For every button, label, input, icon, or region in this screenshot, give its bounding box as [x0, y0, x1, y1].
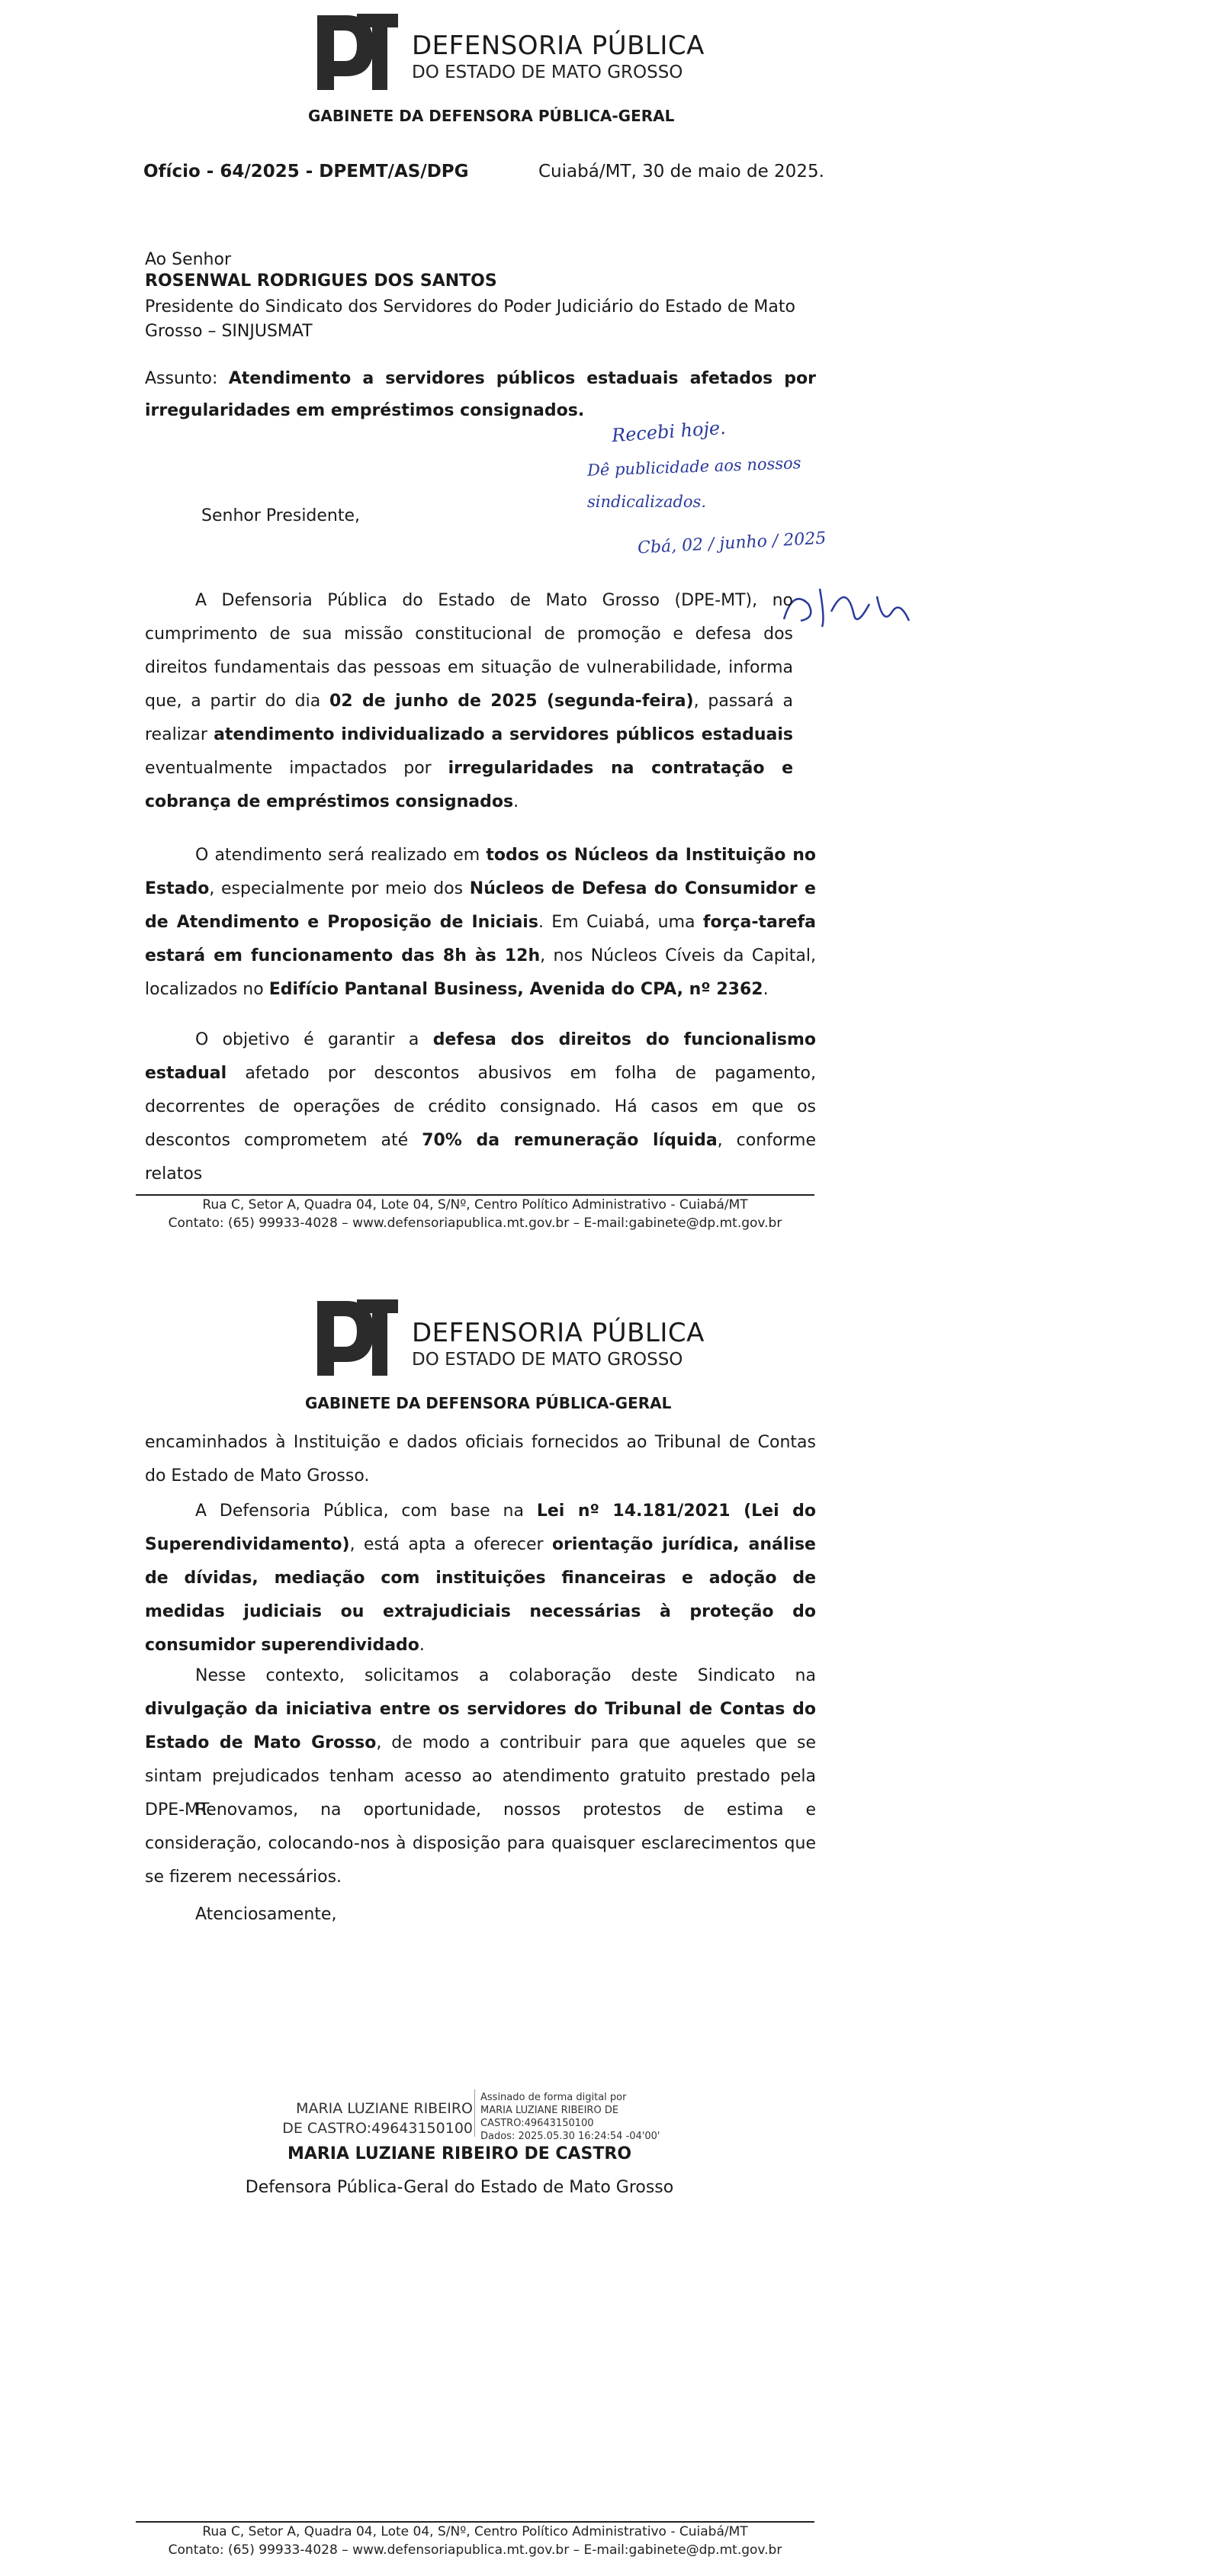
gabinete-title: GABINETE DA DEFENSORA PÚBLICA-GERAL	[308, 107, 675, 125]
paragraph-6: Renovamos, na oportunidade, nossos protestos de estima e consideração, colocando-nos à disposição para quaisquer esclarecimentos que se fizerem necessários.	[145, 1800, 816, 1887]
addressee-greeting: Ao Senhor	[145, 250, 232, 269]
footer-contact: Contato: (65) 99933-4028 – www.defensoriapublica.mt.gov.br – E-mail:gabinete@dp.mt.gov.br	[168, 1216, 782, 1231]
closing: Atenciosamente,	[195, 1905, 337, 1924]
gabinete-title: GABINETE DA DEFENSORA PÚBLICA-GERAL	[305, 1394, 672, 1412]
addressee-title: Presidente do Sindicato dos Servidores do Poder Judiciário do Estado de Mato	[145, 297, 795, 316]
footer-address: Rua C, Setor A, Quadra 04, Lote 04, S/Nº, Centro Político Administrativo - Cuiabá/MT	[202, 2524, 748, 2539]
salutation: Senhor Presidente,	[201, 506, 361, 525]
assunto-line-2: irregularidades em empréstimos consignados.	[145, 401, 585, 420]
document-date: Cuiabá/MT, 30 de maio de 2025.	[538, 162, 824, 181]
org-name: DEFENSORIA PÚBLICA	[412, 31, 705, 61]
addressee-name: ROSENWAL RODRIGUES DOS SANTOS	[145, 271, 497, 291]
paragraph-1: A Defensoria Pública do Estado de Mato Grosso (DPE-MT), no cumprimento de sua missão constitucional de promoção e defesa dos direitos fundamentais das pessoas em situação de vulnerabilidade, informa que, a partir do dia 02 de junho de 2025 (segunda-feira), passará a realizar atendimento individualizado a servidores públicos estaduais eventualmente impactados por irregularidades na contratação e cobrança de empréstimos consignados.	[145, 591, 793, 811]
paragraph-3: O objetivo é garantir a defesa dos direitos do funcionalismo estadual afetado por descontos abusivos em folha de pagamento, decorrentes de operações de crédito consignado. Há casos em que os descontos comprometem até 70% da remuneração líquida, conforme relatos	[145, 1030, 816, 1184]
footer-contact: Contato: (65) 99933-4028 – www.defensoriapublica.mt.gov.br – E-mail:gabinete@dp.mt.gov.br	[168, 2542, 782, 2558]
org-subtitle: DO ESTADO DE MATO GROSSO	[412, 63, 683, 82]
paragraph-4: A Defensoria Pública, com base na Lei nº 14.181/2021 (Lei do Superendividamento), está apta a oferecer orientação jurídica, análise de dívidas, mediação com instituições financeiras e adoção de medidas judiciais ou extrajudiciais necessárias à proteção do consumidor superendividado.	[145, 1502, 816, 1655]
handwritten-note-2: Dê publicidade aos nossos	[586, 454, 801, 480]
org-name: DEFENSORIA PÚBLICA	[412, 1318, 705, 1348]
footer-address: Rua C, Setor A, Quadra 04, Lote 04, S/Nº, Centro Político Administrativo - Cuiabá/MT	[202, 1197, 748, 1213]
dpe-logo-icon	[311, 1296, 401, 1380]
handwritten-signature-icon	[778, 573, 915, 634]
signer-name: MARIA LUZIANE RIBEIRO DE CASTRO	[287, 2144, 632, 2163]
handwritten-date: Cbá, 02 / junho / 2025	[637, 528, 827, 558]
paragraph-5: Nesse contexto, solicitamos a colaboração deste Sindicato na divulgação da iniciativa entre os servidores do Tribunal de Contas do Estado de Mato Grosso, de modo a contribuir para que aqueles que se sintam prejudicados tenham acesso ao atendimento gratuito prestado pela DPE-MT.	[145, 1666, 816, 1820]
handwritten-note-3: sindicalizados.	[587, 493, 707, 511]
handwritten-note-1: Recebi hoje.	[611, 416, 727, 447]
dpe-logo-icon	[311, 11, 401, 95]
org-subtitle: DO ESTADO DE MATO GROSSO	[412, 1350, 683, 1370]
paragraph-2: O atendimento será realizado em todos os Núcleos da Instituição no Estado, especialmente por meio dos Núcleos de Defesa do Consumidor e de Atendimento e Proposição de Iniciais. Em Cuiabá, uma força-tarefa estará em funcionamento das 8h às 12h, nos Núcleos Cíveis da Capital, localizados no Edifício Pantanal Business, Avenida do CPA, nº 2362.	[145, 846, 816, 999]
paragraph-continuation: encaminhados à Instituição e dados oficiais fornecidos ao Tribunal de Contas do Estado de Mato Grosso.	[145, 1433, 816, 1486]
oficio-number: Ofício - 64/2025 - DPEMT/AS/DPG	[143, 162, 469, 181]
signature-digital-info: Assinado de forma digital por MARIA LUZIANE RIBEIRO DE CASTRO:49643150100 Dados: 2025.05.30 16:24:54 -04'00'	[480, 2092, 660, 2142]
addressee-title-cont: Grosso – SINJUSMAT	[145, 322, 313, 341]
assunto-line-1: Assunto: Atendimento a servidores públicos estaduais afetados por	[145, 369, 816, 388]
signature-name-line-2: DE CASTRO:49643150100	[282, 2120, 473, 2137]
signature-divider	[474, 2089, 475, 2137]
signature-name-line-1: MARIA LUZIANE RIBEIRO	[296, 2100, 473, 2117]
signer-title: Defensora Pública-Geral do Estado de Mato Grosso	[245, 2178, 674, 2197]
